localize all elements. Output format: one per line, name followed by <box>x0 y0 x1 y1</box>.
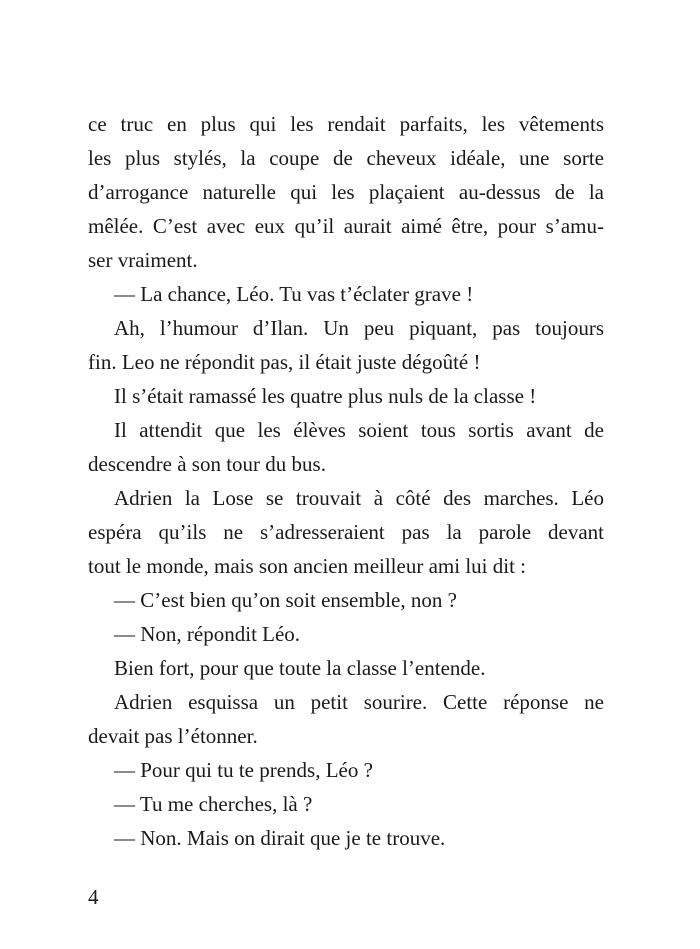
page-number: 4 <box>88 885 99 909</box>
dialogue-line: — C’est bien qu’on soit ensemble, non ? <box>114 588 457 612</box>
text-line: Il attendit que les élèves soient tous sortis avant de <box>114 418 604 442</box>
dialogue-line: — Pour qui tu te prends, Léo ? <box>114 758 373 782</box>
text-line: les plus stylés, la coupe de cheveux idéale, une sorte <box>88 146 604 170</box>
text-line: Adrien esquissa un petit sourire. Cette réponse ne <box>114 690 604 714</box>
text-line: Bien fort, pour que toute la classe l’entende. <box>114 656 486 680</box>
text-line: d’arrogance naturelle qui les plaçaient au-dessus de la <box>88 180 604 204</box>
text-line: tout le monde, mais son ancien meilleur ami lui dit : <box>88 554 526 578</box>
text-line: devait pas l’étonner. <box>88 724 258 748</box>
text-line: Il s’était ramassé les quatre plus nuls de la classe ! <box>114 384 537 408</box>
dialogue-line: — Non. Mais on dirait que je te trouve. <box>114 826 446 850</box>
text-line: ce truc en plus qui les rendait parfaits, les vêtements <box>88 112 604 136</box>
text-line: descendre à son tour du bus. <box>88 452 326 476</box>
dialogue-line: — Non, répondit Léo. <box>114 622 301 646</box>
body-text <box>88 107 604 855</box>
text-line: ser vraiment. <box>88 248 198 272</box>
text-line: mêlée. C’est avec eux qu’il aurait aimé être, pour s’amu- <box>88 214 604 238</box>
dialogue-line: — Tu me cherches, là ? <box>114 792 313 816</box>
text-line: fin. Leo ne répondit pas, il était juste dégoûté ! <box>88 350 481 374</box>
text-line: Ah, l’humour d’Ilan. Un peu piquant, pas toujours <box>114 316 604 340</box>
text-line: espéra qu’ils ne s’adresseraient pas la parole devant <box>88 520 604 544</box>
text-line: Adrien la Lose se trouvait à côté des marches. Léo <box>114 486 604 510</box>
dialogue-line: — La chance, Léo. Tu vas t’éclater grave ! <box>114 282 474 306</box>
